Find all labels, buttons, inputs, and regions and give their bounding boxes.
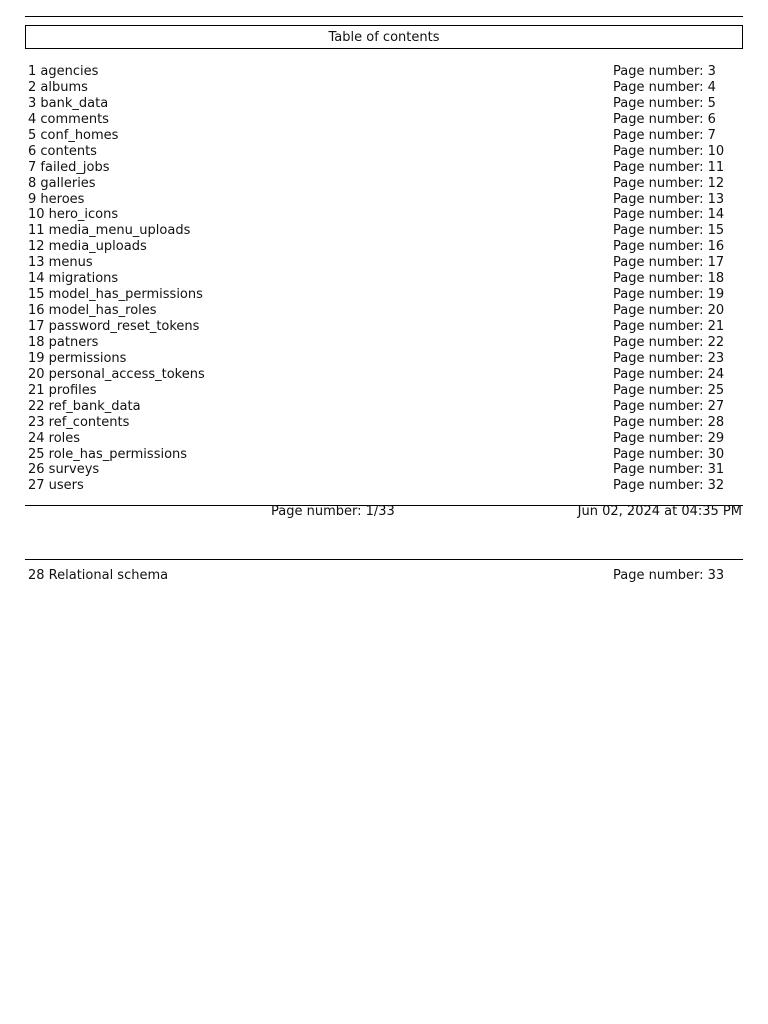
- toc-row[interactable]: [28, 319, 728, 335]
- toc-row[interactable]: [28, 303, 728, 319]
- toc-entry-page: Page number: 13: [613, 191, 725, 207]
- toc-entry-page: Page number: 11: [613, 159, 725, 175]
- toc-row[interactable]: [28, 383, 728, 399]
- toc-entry-label: 2 albums: [28, 79, 88, 95]
- top-rule: [25, 16, 743, 17]
- toc-row[interactable]: [28, 255, 728, 271]
- toc-entry-label: 8 galleries: [28, 175, 96, 191]
- toc-entry-page: Page number: 3: [613, 64, 716, 79]
- toc-entry-label: 3 bank_data: [28, 95, 109, 111]
- toc-entry-label: 18 patners: [28, 334, 99, 350]
- toc-entry-page: Page number: 33: [613, 568, 725, 583]
- toc-row[interactable]: [28, 144, 728, 160]
- toc-entry-label: 26 surveys: [28, 462, 100, 478]
- toc-row[interactable]: [28, 80, 728, 96]
- toc-row[interactable]: [28, 478, 728, 494]
- toc-entry-page: Page number: 23: [613, 350, 725, 366]
- toc-row[interactable]: [28, 462, 728, 478]
- toc-entry-page: Page number: 14: [613, 207, 725, 223]
- toc-entry-label: 9 heroes: [28, 191, 85, 207]
- toc-entry-page: Page number: 19: [613, 287, 725, 303]
- toc-entry-label: 4 comments: [28, 111, 109, 127]
- toc-entry-page: Page number: 15: [613, 223, 725, 239]
- toc-entry-label: 19 permissions: [28, 350, 127, 366]
- toc-row[interactable]: [28, 176, 728, 192]
- toc-row[interactable]: [28, 239, 728, 255]
- toc-title: [25, 25, 743, 49]
- footer-page-number: Page number: 1/33: [271, 504, 395, 519]
- toc-row[interactable]: [28, 335, 728, 351]
- toc-entry-page: Page number: 10: [613, 143, 725, 159]
- toc-entry-page: Page number: 32: [613, 478, 725, 494]
- toc-row[interactable]: [28, 64, 728, 80]
- toc-entry-label: 7 failed_jobs: [28, 159, 110, 175]
- toc-row[interactable]: [28, 223, 728, 239]
- toc-entry-label: 20 personal_access_tokens: [28, 366, 205, 382]
- toc-entry-page: Page number: 5: [613, 95, 716, 111]
- toc-entry-label: 28 Relational schema: [28, 568, 169, 583]
- toc-entry-label: 6 contents: [28, 143, 97, 159]
- toc-row[interactable]: [28, 399, 728, 415]
- toc-entry-label: 23 ref_contents: [28, 414, 130, 430]
- toc-entry-label: 21 profiles: [28, 382, 97, 398]
- toc-entry-label: 5 conf_homes: [28, 127, 119, 143]
- toc-entry-label: 16 model_has_roles: [28, 303, 157, 319]
- toc-entry-page: Page number: 18: [613, 271, 725, 287]
- toc-entry-label: 24 roles: [28, 430, 81, 446]
- toc-entry-page: Page number: 31: [613, 462, 725, 478]
- toc-row[interactable]: [28, 447, 728, 463]
- toc-entry-page: Page number: 7: [613, 127, 716, 143]
- footer-date: Jun 02, 2024 at 04:35 PM: [577, 504, 742, 519]
- toc-entry-label: 27 users: [28, 478, 84, 494]
- toc-title-text: Table of contents: [328, 29, 440, 45]
- toc-row[interactable]: [28, 415, 728, 431]
- toc-row[interactable]: [28, 367, 728, 383]
- toc-entry-page: Page number: 21: [613, 319, 725, 334]
- toc-row[interactable]: [28, 287, 728, 303]
- toc-entry-page: Page number: 22: [613, 334, 725, 350]
- toc-entry-page: Page number: 29: [613, 430, 725, 446]
- toc-entry-label: 11 media_menu_uploads: [28, 223, 191, 239]
- toc-entry-page: Page number: 28: [613, 414, 725, 430]
- toc-entry-page: Page number: 12: [613, 175, 725, 191]
- toc-row[interactable]: [28, 192, 728, 208]
- toc-entry-page: Page number: 30: [613, 446, 725, 462]
- toc-row[interactable]: [28, 568, 728, 584]
- toc-entry-page: Page number: 17: [613, 255, 725, 271]
- toc-row[interactable]: [28, 96, 728, 112]
- toc-row[interactable]: [28, 351, 728, 367]
- toc-entry-label: 13 menus: [28, 255, 93, 271]
- toc-entry-page: Page number: 27: [613, 398, 725, 414]
- toc-entry-page: Page number: 4: [613, 79, 716, 95]
- toc-entry-label: 14 migrations: [28, 271, 119, 287]
- toc-row[interactable]: [28, 112, 728, 128]
- page2-top-rule: [25, 559, 743, 560]
- toc-row[interactable]: [28, 207, 728, 223]
- toc-row[interactable]: [28, 431, 728, 447]
- toc-list: [28, 64, 728, 494]
- toc-entry-label: 15 model_has_permissions: [28, 287, 203, 303]
- toc-row[interactable]: [28, 128, 728, 144]
- toc-row[interactable]: [28, 271, 728, 287]
- toc-entry-label: 12 media_uploads: [28, 239, 147, 255]
- toc-entry-label: 17 password_reset_tokens: [28, 319, 200, 334]
- toc-entry-label: 10 hero_icons: [28, 207, 119, 223]
- toc-row[interactable]: [28, 160, 728, 176]
- toc-entry-page: Page number: 16: [613, 239, 725, 255]
- toc-entry-label: 22 ref_bank_data: [28, 398, 141, 414]
- toc-entry-page: Page number: 6: [613, 111, 716, 127]
- toc-entry-label: 25 role_has_permissions: [28, 446, 188, 462]
- toc-entry-page: Page number: 25: [613, 382, 725, 398]
- toc-entry-page: Page number: 24: [613, 366, 725, 382]
- toc-entry-page: Page number: 20: [613, 303, 725, 319]
- toc-entry-label: 1 agencies: [28, 64, 99, 79]
